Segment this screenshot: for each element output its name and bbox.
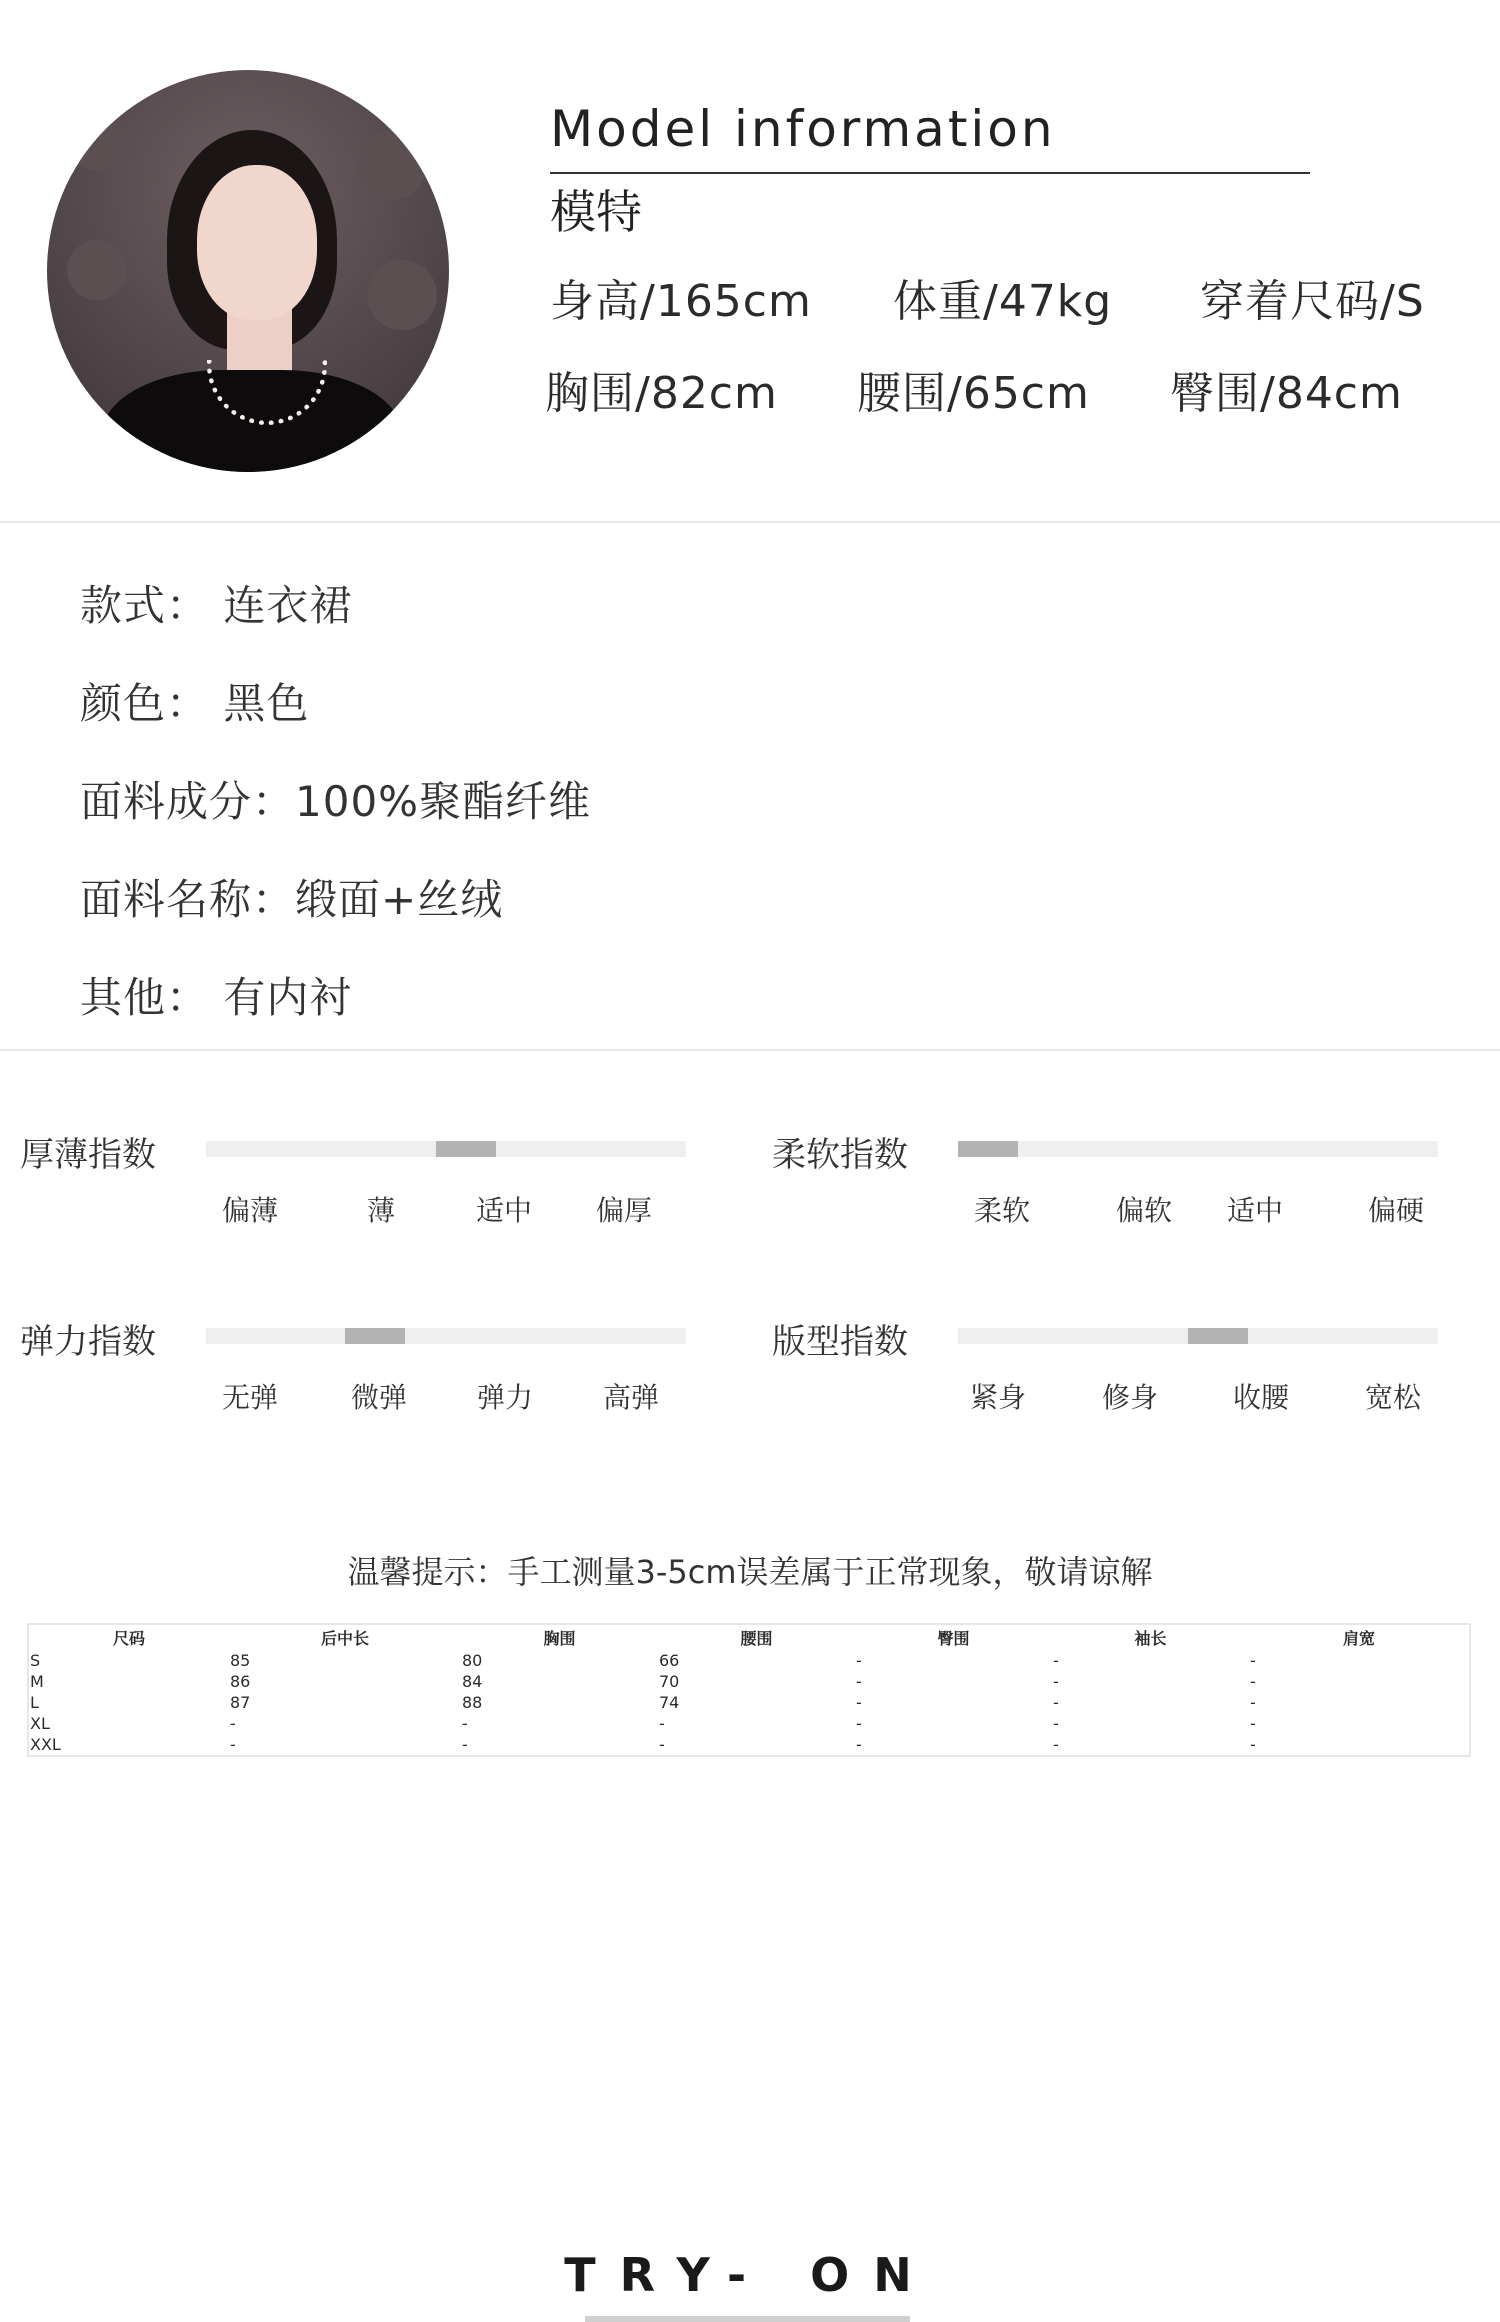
model-hip: 臀围/84cm xyxy=(1170,368,1403,419)
index-track xyxy=(958,1141,1438,1157)
table-cell: 80 xyxy=(462,1651,483,1670)
index-tick: 适中 xyxy=(1227,1194,1284,1227)
header-sleeve: 袖长 xyxy=(1134,1629,1167,1648)
table-cell: - xyxy=(230,1714,236,1733)
index-tick: 收腰 xyxy=(1233,1381,1290,1414)
index-tick: 偏薄 xyxy=(222,1194,279,1227)
model-info-title: Model information xyxy=(550,100,1056,158)
index-tick: 柔软 xyxy=(974,1194,1031,1227)
index-label: 柔软指数 xyxy=(772,1135,908,1175)
table-cell: 70 xyxy=(659,1672,680,1691)
model-title-divider xyxy=(550,172,1310,174)
header-shoulder: 肩宽 xyxy=(1342,1629,1375,1648)
table-cell: L xyxy=(30,1693,39,1712)
attr-color: 颜色： 黑色 xyxy=(80,679,310,728)
table-cell: - xyxy=(1250,1651,1256,1670)
attr-fabric-composition: 面料成分：100%聚酯纤维 xyxy=(80,777,592,826)
section-divider xyxy=(0,1049,1500,1051)
try-on-underline xyxy=(585,2316,910,2322)
model-info-subtitle: 模特 xyxy=(550,185,642,239)
table-cell: - xyxy=(856,1714,862,1733)
model-height: 身高/165cm xyxy=(550,276,812,327)
table-cell: S xyxy=(30,1651,41,1670)
table-cell: 74 xyxy=(659,1693,680,1712)
table-cell: XL xyxy=(30,1714,50,1733)
model-waist: 腰围/65cm xyxy=(857,368,1090,419)
table-cell: - xyxy=(1053,1693,1059,1712)
table-cell: - xyxy=(1250,1714,1256,1733)
header-size: 尺码 xyxy=(112,1629,145,1648)
header-waist: 腰围 xyxy=(740,1629,773,1648)
size-table xyxy=(27,1623,1471,1757)
index-tick: 弹力 xyxy=(477,1381,534,1414)
table-cell: - xyxy=(659,1714,665,1733)
table-cell: - xyxy=(462,1714,468,1733)
table-cell: - xyxy=(1053,1714,1059,1733)
section-divider xyxy=(0,521,1500,523)
header-hip: 臀围 xyxy=(937,1629,970,1648)
index-tick: 适中 xyxy=(476,1194,533,1227)
model-bust: 胸围/82cm xyxy=(545,368,778,419)
measurement-tip: 温馨提示：手工测量3-5cm误差属于正常现象，敬请谅解 xyxy=(347,1553,1153,1591)
table-header-row xyxy=(29,1625,1469,1650)
index-track xyxy=(206,1328,686,1344)
table-cell: XXL xyxy=(30,1735,61,1754)
table-cell: - xyxy=(659,1735,665,1754)
attr-style: 款式： 连衣裙 xyxy=(80,581,353,630)
table-cell: 87 xyxy=(230,1693,251,1712)
index-tick: 微弹 xyxy=(351,1381,408,1414)
attr-other: 其他： 有内衬 xyxy=(80,973,353,1022)
table-cell: - xyxy=(856,1735,862,1754)
table-row xyxy=(29,1734,1469,1755)
table-cell: 66 xyxy=(659,1651,680,1670)
table-cell: - xyxy=(1053,1735,1059,1754)
model-avatar xyxy=(47,70,449,472)
table-row xyxy=(29,1671,1469,1692)
index-tick: 紧身 xyxy=(970,1381,1027,1414)
try-on-title: TRY- ON xyxy=(564,2248,936,2302)
index-tick: 薄 xyxy=(367,1194,396,1227)
index-label: 厚薄指数 xyxy=(20,1135,156,1175)
table-cell: - xyxy=(1053,1672,1059,1691)
table-cell: - xyxy=(1250,1672,1256,1691)
table-cell: - xyxy=(462,1735,468,1754)
table-cell: - xyxy=(230,1735,236,1754)
table-cell: 84 xyxy=(462,1672,483,1691)
index-tick: 修身 xyxy=(1102,1381,1159,1414)
table-cell: - xyxy=(856,1651,862,1670)
table-cell: - xyxy=(1053,1651,1059,1670)
model-size: 穿着尺码/S xyxy=(1200,276,1425,327)
table-cell: M xyxy=(30,1672,44,1691)
index-tick: 宽松 xyxy=(1365,1381,1422,1414)
index-track xyxy=(206,1141,686,1157)
table-cell: - xyxy=(1250,1693,1256,1712)
attr-fabric-name: 面料名称：缎面+丝绒 xyxy=(80,875,504,924)
table-cell: - xyxy=(856,1672,862,1691)
index-tick: 偏软 xyxy=(1116,1194,1173,1227)
index-label: 弹力指数 xyxy=(20,1322,156,1362)
table-row xyxy=(29,1650,1469,1671)
index-tick: 偏硬 xyxy=(1368,1194,1425,1227)
index-tick: 偏厚 xyxy=(596,1194,653,1227)
table-cell: - xyxy=(1250,1735,1256,1754)
index-tick: 高弹 xyxy=(603,1381,660,1414)
model-weight: 体重/47kg xyxy=(893,276,1113,327)
header-back-length: 后中长 xyxy=(320,1629,369,1648)
table-row xyxy=(29,1692,1469,1713)
index-tick: 无弹 xyxy=(222,1381,279,1414)
table-cell: 86 xyxy=(230,1672,251,1691)
header-bust: 胸围 xyxy=(543,1629,576,1648)
index-label: 版型指数 xyxy=(772,1322,908,1362)
table-cell: - xyxy=(856,1693,862,1712)
table-row xyxy=(29,1713,1469,1734)
index-track xyxy=(958,1328,1438,1344)
table-cell: 88 xyxy=(462,1693,483,1712)
table-cell: 85 xyxy=(230,1651,251,1670)
